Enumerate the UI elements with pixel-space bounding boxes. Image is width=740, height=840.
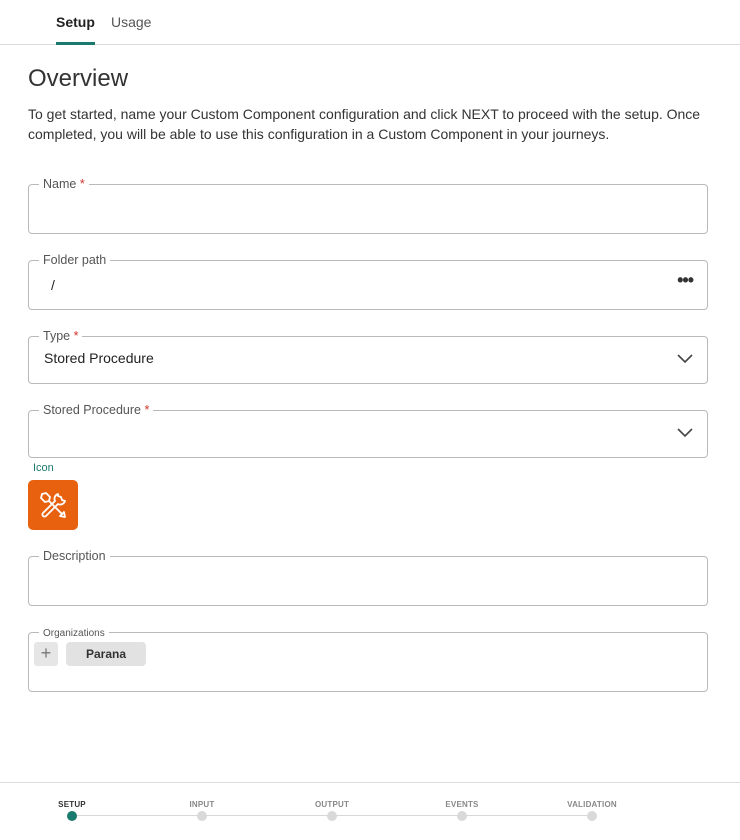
step-output-label: OUTPUT: [314, 800, 350, 809]
type-select[interactable]: [28, 329, 708, 384]
step-events-dot[interactable]: [457, 811, 467, 821]
step-validation-dot[interactable]: [587, 811, 597, 821]
step-setup-label: SETUP: [58, 800, 86, 809]
intro-text: To get started, name your Custom Component configuration and click NEXT to proceed with the setup. Once completed, you will be able to use this configuration in a Custom Component in your journeys.: [28, 106, 701, 142]
step-input-label: INPUT: [189, 800, 215, 809]
chevron-down-icon[interactable]: [677, 354, 693, 364]
stored-procedure-select[interactable]: [28, 403, 708, 458]
name-label: Name *: [39, 176, 89, 192]
add-organization-button[interactable]: +: [34, 642, 58, 666]
type-label: Type *: [39, 328, 82, 344]
stored-procedure-label: Stored Procedure *: [39, 402, 153, 418]
tools-icon: [38, 490, 68, 520]
organizations-label: Organizations: [39, 626, 109, 642]
step-setup-dot[interactable]: [67, 811, 77, 821]
description-label: Description: [39, 548, 110, 564]
tab-usage[interactable]: Usage: [111, 14, 152, 30]
organizations-field[interactable]: [28, 628, 708, 692]
icon-picker-button[interactable]: [28, 480, 78, 530]
tab-setup[interactable]: Setup: [56, 14, 95, 30]
folder-path-field[interactable]: [28, 253, 708, 310]
tab-bar: [0, 0, 740, 45]
active-tab-indicator: [56, 42, 95, 45]
description-field[interactable]: [28, 549, 708, 606]
type-value: Stored Procedure: [44, 350, 154, 366]
step-events-label: EVENTS: [445, 800, 479, 809]
step-validation-label: VALIDATION: [567, 800, 617, 809]
step-input-dot[interactable]: [197, 811, 207, 821]
stepper: [0, 782, 740, 840]
page-title: Overview: [28, 65, 129, 92]
folder-path-label: Folder path: [39, 252, 110, 268]
folder-path-value: /: [51, 277, 55, 293]
chevron-down-icon[interactable]: [677, 428, 693, 438]
name-field[interactable]: [28, 177, 708, 234]
step-output-dot[interactable]: [327, 811, 337, 821]
more-dots-icon[interactable]: •••: [677, 270, 693, 290]
organization-chip[interactable]: Parana: [66, 642, 146, 666]
icon-label: Icon: [33, 462, 54, 474]
